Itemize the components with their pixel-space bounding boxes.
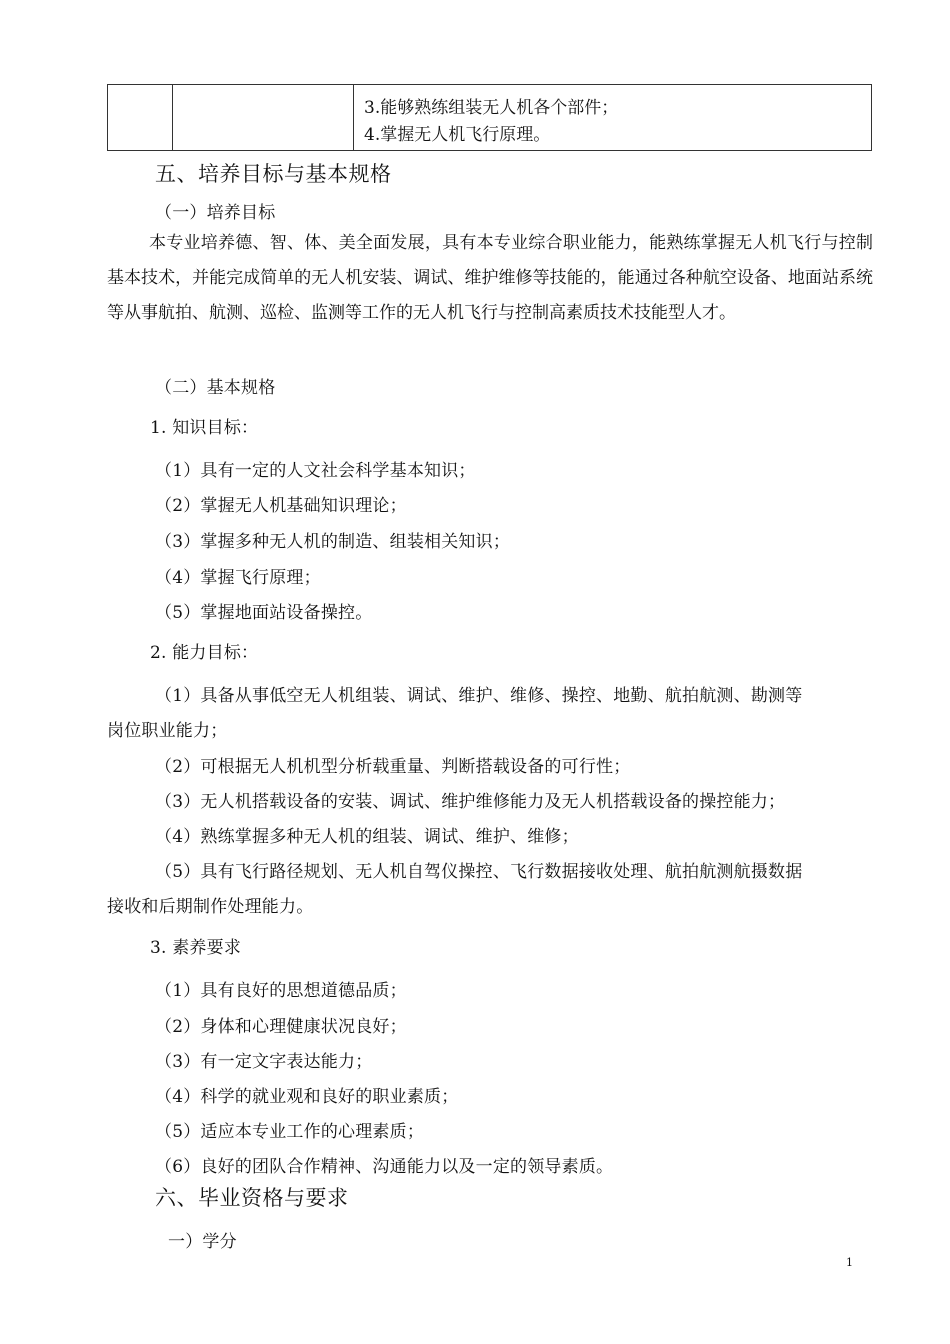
subsection-training-goal-title: （一）培养目标 <box>155 203 276 223</box>
list-item: （1）具有良好的思想道德品质； <box>155 981 407 1001</box>
training-goal-paragraph: 本专业培养德、智、体、美全面发展，具有本专业综合职业能力，能熟练掌握无人机飞行与控制基本技术，并能完成简单的无人机安装、调试、维护维修等技能的，能通过各种航空设备、地面站系统等从事航拍、航测、巡检、监测等工作的无人机飞行与控制高素质技术技能型人才。 <box>107 233 873 323</box>
list-item: （3）无人机搭载设备的安装、调试、维护维修能力及无人机搭载设备的操控能力； <box>155 792 786 812</box>
table-row <box>108 85 872 151</box>
section-5-title: 五、培养目标与基本规格 <box>155 162 392 186</box>
section-6-title: 六、毕业资格与要求 <box>155 1186 349 1210</box>
list-item: （2）身体和心理健康状况良好； <box>155 1017 407 1037</box>
list-item-continuation: 岗位职业能力； <box>107 721 228 741</box>
list-item: （5）适应本专业工作的心理素质； <box>155 1122 425 1142</box>
list-item: （2）可根据无人机机型分析载重量、判断搭载设备的可行性； <box>155 757 631 777</box>
list-item: （5）具有飞行路径规划、无人机自驾仪操控、飞行数据接收处理、航拍航测航摄数据 <box>155 862 803 882</box>
knowledge-goal-title: 1. 知识目标： <box>150 418 259 438</box>
page-number: 1 <box>846 1256 853 1269</box>
list-item: （2）掌握无人机基础知识理论； <box>155 496 407 516</box>
table-cell-empty-2 <box>173 85 354 151</box>
list-item: （5）掌握地面站设备操控。 <box>155 603 373 623</box>
table-cell-content <box>354 85 872 151</box>
list-item: （4）熟练掌握多种无人机的组装、调试、维护、维修； <box>155 827 579 847</box>
list-item: （3）掌握多种无人机的制造、组装相关知识； <box>155 532 511 552</box>
subsection-credits-title: 一）学分 <box>168 1232 237 1252</box>
table-line: 3.能够熟练组装无人机各个部件； <box>364 98 619 118</box>
list-item: （4）掌握飞行原理； <box>155 568 321 588</box>
list-item: （1）具备从事低空无人机组装、调试、维护、维修、操控、地勤、航拍航测、勘测等 <box>155 686 803 706</box>
table-line: 4.掌握无人机飞行原理。 <box>364 125 551 145</box>
subsection-basic-spec-title: （二）基本规格 <box>155 378 276 398</box>
list-item: （1）具有一定的人文社会科学基本知识； <box>155 461 476 481</box>
list-item: （3）有一定文字表达能力； <box>155 1052 373 1072</box>
table-cell-empty-1 <box>108 85 173 151</box>
list-item: （4）科学的就业观和良好的职业素质； <box>155 1087 459 1107</box>
list-item-continuation: 接收和后期制作处理能力。 <box>107 897 314 917</box>
list-item: （6）良好的团队合作精神、沟通能力以及一定的领导素质。 <box>155 1157 614 1177</box>
ability-goal-title: 2. 能力目标： <box>150 643 259 663</box>
table-fragment <box>107 84 872 151</box>
quality-requirement-title: 3. 素养要求 <box>150 938 242 958</box>
